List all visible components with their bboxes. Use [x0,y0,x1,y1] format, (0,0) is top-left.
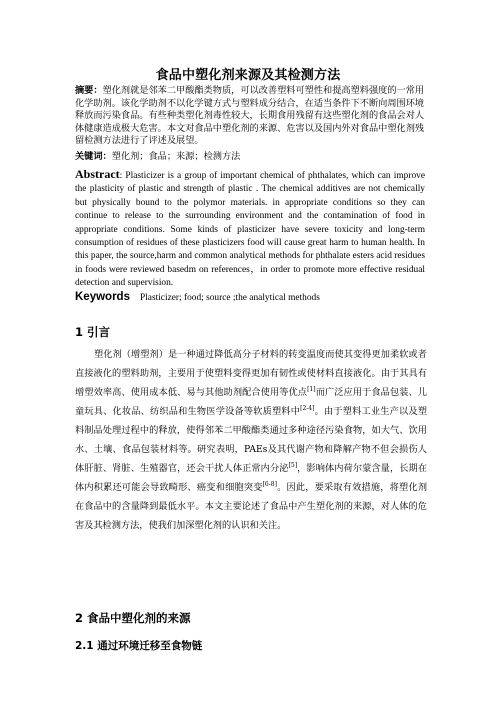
keywords-english [75,291,425,305]
introduction-paragraph [75,345,427,535]
citation-ref: [6-8] [262,480,277,488]
keywords-chinese [75,151,425,164]
keywords-en-label: Keywords [75,291,130,303]
subsection-heading: 2.1 通过环境迁移至食物链 [75,640,203,652]
intro-text-4: ，影响体内荷尔蒙含量，长期在体内积累还可能会导致畸形、癌变和细胞突变 [75,463,428,493]
keywords-text: 塑化剂；食品；来源；检测方法 [111,151,241,162]
intro-text-5: 。因此，要采取有效措施，将塑化剂在食品中的含量降到最低水平。本文主要论述了食品中产生塑化剂的来源，对人体的危害及其检测方法，使我们加深塑化剂的认识和关注。 [75,482,428,531]
abstract-en-label: Abstract [75,167,120,181]
keywords-en-text: Plasticizer; food; source ;the analytical methods [139,293,320,303]
citation-ref: [5] [288,461,298,469]
citation-ref: [2-4] [300,404,315,412]
section-heading-sources: 2 食品中塑化剂的来源 [75,611,191,625]
intro-text-3: 。由于塑料工业生产以及塑料制品处理过程中的释放，使得邻苯二甲酸酯类通过多种途径污染食物，如大气、饮用水、土壤、食品包装材料等。研究表明，PAEs及其代谢产物和降解产物不但会损伤人体肝脏、肾脏、生殖器官，还会干扰人体正常内分泌 [75,406,428,474]
abstract-english [75,168,425,291]
abstract-chinese [75,85,425,148]
abstract-label: 摘要： [75,85,103,96]
abstract-en-text: : Plasticizer is a group of important chemical of phthalates, which can improve the plasticity of plastic and strength of plastic . The chemical additives are not chemically but physically bound to the polymor materials. in appropriate conditions so they can continue to release to the surrounding environment and the contamination of food in appropriate conditions. Some kinds of plasticizer have severe toxicity and long-term consumption of residues of these plasticizers food will cause great harm to human health. In this paper, the source,harm and common analytical methods for phthalate esters acid residues in foods were reviewed basedm on references，in order to promote more effective residual detection and supervision. [75,171,425,289]
keywords-label: 关键词： [75,151,112,162]
paper-title: 食品中塑化剂来源及其检测方法 [155,68,341,83]
abstract-text: 塑化剂就是邻苯二甲酸酯类物质，可以改善塑料可塑性和提高塑料强度的一常用化学助剂。该化学助剂不以化学键方式与塑料成分结合，在适当条件下不断向周围环境释放而污染食品。有些种类塑化剂毒性较大，长期食用残留有这些塑化剂的食品会对人体健康造成极大危害。本文对食品中塑化剂的来源、危害以及国内外对食品中塑化剂残留检测方法进行了评述及展望。 [75,85,425,147]
section-heading-introduction: 1 引言 [75,325,111,339]
intro-text-2: 而广泛应用于食品包装、儿童玩具、化妆品、纺织品和生物医学设备等软质塑料中 [75,387,427,417]
citation-ref: [1] [307,385,316,393]
intro-text-1: 塑化剂（增塑剂）是一种通过降低高分子材料的转变温度而使其变得更加柔软或者直接液化的塑料助剂，主要用于使塑料变得更加有韧性或使材料直接液化。由于其具有增塑效率高、使用成本低、易与其他助剂配合使用等优点 [75,349,427,398]
